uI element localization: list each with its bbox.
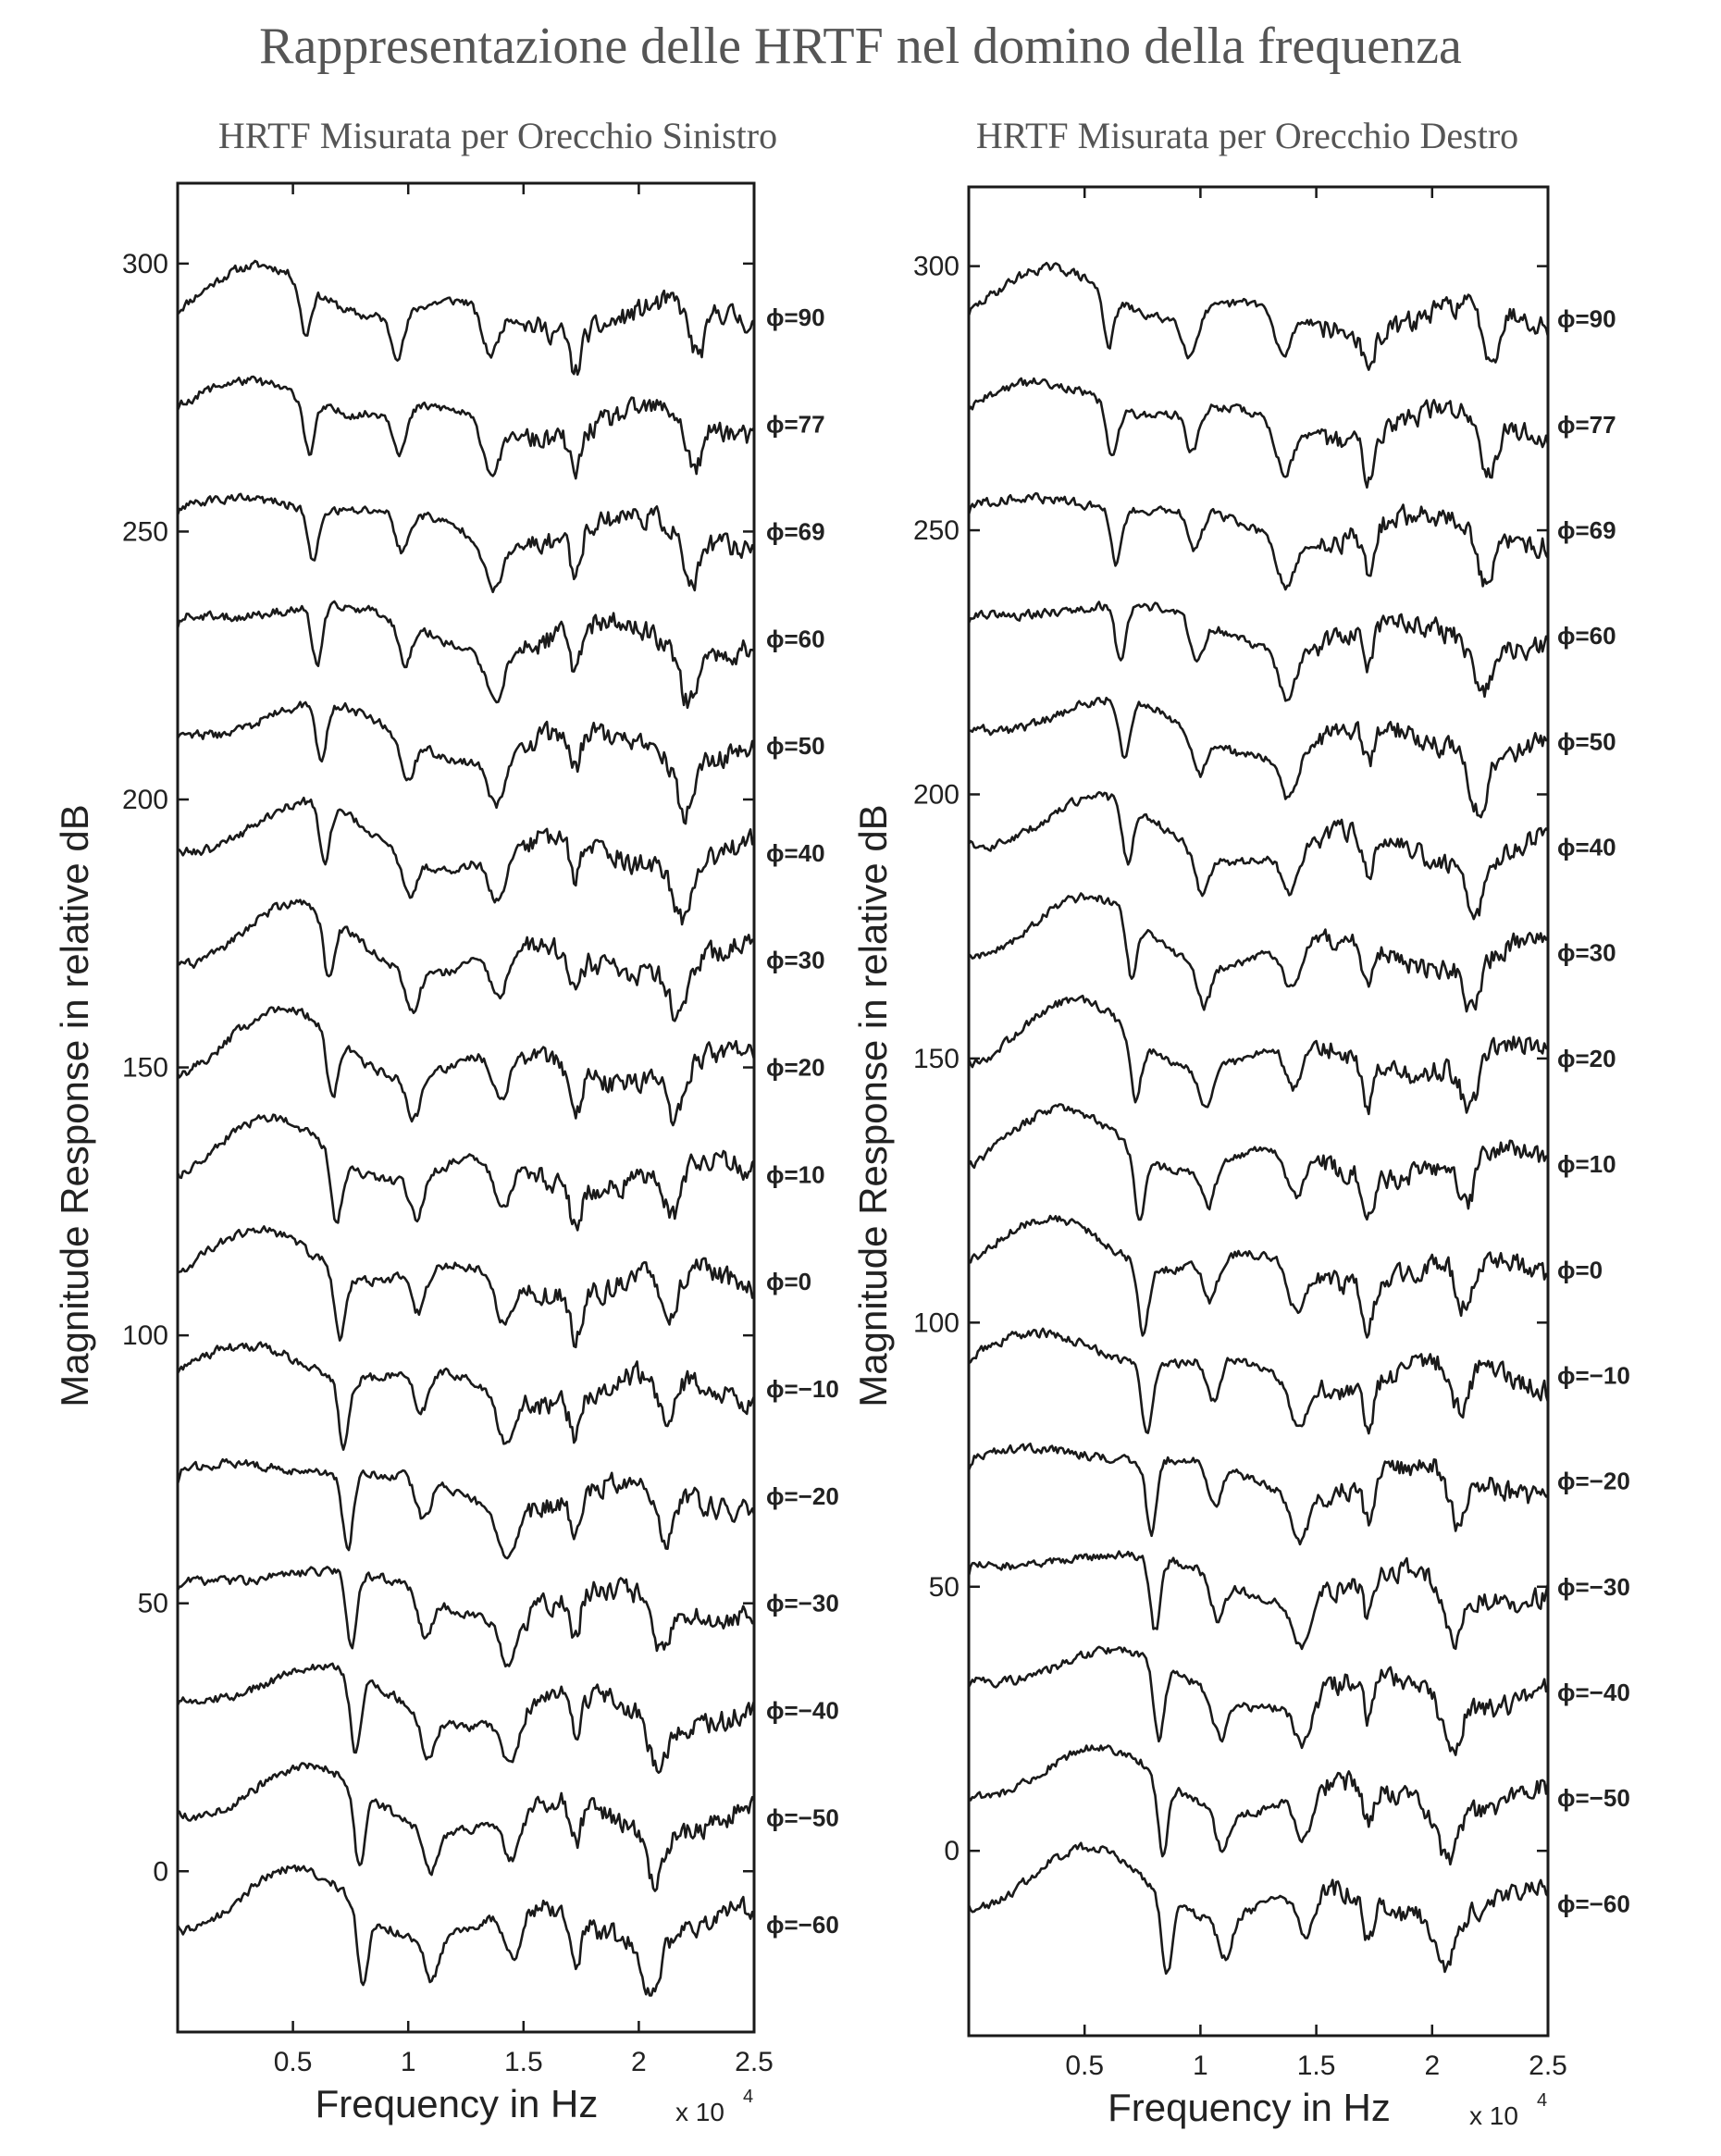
series-label: ϕ=90	[1557, 304, 1616, 333]
series-line	[178, 1459, 754, 1558]
x-tick-label: 2.5	[1529, 2051, 1567, 2081]
figure-title: Rappresentazione delle HRTF nel domino della frequenza	[259, 18, 1462, 75]
series-line	[178, 1764, 754, 1891]
y-tick-label: 300	[121, 248, 168, 279]
x-tick-label: 2	[631, 2047, 647, 2077]
series-label: ϕ=20	[766, 1053, 825, 1082]
series-label: ϕ=−30	[1557, 1572, 1630, 1601]
series-line	[969, 996, 1548, 1114]
chart-title: HRTF Misurata per Orecchio Destro	[975, 115, 1519, 156]
series-label: ϕ=50	[766, 732, 825, 761]
series-label: ϕ=−60	[766, 1911, 839, 1939]
y-tick-label: 200	[912, 779, 960, 811]
right-ear-chart	[851, 115, 1630, 2130]
x-tick-label: 1	[400, 2047, 416, 2077]
series-label: ϕ=69	[766, 517, 825, 546]
series-line	[969, 378, 1548, 488]
x-tick-label: 1	[1193, 2051, 1208, 2081]
series-line	[969, 1329, 1548, 1433]
series-label: ϕ=30	[1557, 938, 1616, 967]
x-tick-label: 2	[1424, 2051, 1441, 2081]
series-label: ϕ=20	[1557, 1044, 1616, 1072]
series-line	[969, 493, 1548, 589]
series-label: ϕ=−30	[766, 1589, 839, 1617]
series-line	[178, 1567, 754, 1666]
y-tick-label: 250	[121, 516, 168, 548]
y-axis-label: Magnitude Response in relative dB	[851, 804, 895, 1407]
series-line	[178, 798, 754, 924]
series-label: ϕ=−50	[1557, 1784, 1630, 1813]
series-label: ϕ=−10	[766, 1375, 839, 1404]
series-line	[969, 1444, 1548, 1544]
y-tick-label: 0	[944, 1836, 960, 1867]
x-multiplier-label: x 10	[1469, 2101, 1518, 2130]
chart-title: HRTF Misurata per Orecchio Sinistro	[217, 115, 778, 156]
y-tick-label: 0	[153, 1856, 168, 1888]
y-tick-label: 300	[912, 251, 960, 282]
y-axis-label: Magnitude Response in relative dB	[53, 804, 96, 1407]
x-axis-label: Frequency in Hz	[315, 2082, 599, 2125]
series-label: ϕ=40	[766, 838, 825, 867]
series-label: ϕ=−20	[1557, 1467, 1630, 1495]
series-label: ϕ=0	[1557, 1256, 1603, 1284]
series-line	[969, 1746, 1548, 1865]
y-tick-label: 100	[912, 1307, 960, 1339]
series-line	[969, 1216, 1548, 1337]
series-line	[178, 1865, 754, 1995]
y-tick-label: 150	[912, 1043, 960, 1074]
x-multiplier-label: x 10	[675, 2098, 724, 2126]
series-line	[969, 792, 1548, 919]
series-line	[178, 261, 754, 375]
series-line	[969, 1105, 1548, 1220]
y-tick-label: 50	[137, 1588, 168, 1619]
series-line	[178, 1343, 754, 1450]
x-multiplier-exponent: 4	[743, 2087, 754, 2107]
series-line	[969, 263, 1548, 369]
series-label: ϕ=50	[1557, 727, 1616, 756]
x-multiplier-exponent: 4	[1537, 2090, 1548, 2111]
series-label: ϕ=40	[1557, 833, 1616, 861]
y-tick-label: 200	[121, 785, 168, 815]
series-line	[178, 1226, 754, 1346]
y-tick-label: 250	[912, 515, 960, 547]
y-tick-label: 100	[121, 1320, 168, 1352]
series-line	[178, 900, 754, 1022]
series-line	[178, 1007, 754, 1125]
series-label: ϕ=60	[766, 625, 825, 653]
x-tick-label: 1.5	[503, 2047, 543, 2077]
series-label: ϕ=77	[766, 410, 825, 439]
x-axis-label: Frequency in Hz	[1108, 2086, 1391, 2129]
series-label: ϕ=−40	[766, 1696, 839, 1725]
y-tick-label: 50	[928, 1571, 960, 1603]
x-tick-label: 0.5	[1065, 2051, 1105, 2081]
series-label: ϕ=77	[1557, 410, 1616, 439]
series-label: ϕ=−40	[1557, 1678, 1630, 1706]
series-line	[969, 698, 1548, 817]
x-tick-label: 1.5	[1296, 2051, 1336, 2081]
series-line	[969, 1552, 1548, 1649]
series-line	[178, 702, 754, 824]
series-line	[178, 494, 754, 592]
plot-frame	[969, 187, 1548, 2036]
series-line	[969, 1843, 1548, 1974]
series-label: ϕ=90	[766, 303, 825, 331]
series-label: ϕ=−60	[1557, 1890, 1630, 1918]
series-label: ϕ=−10	[1557, 1361, 1630, 1390]
x-tick-label: 2.5	[735, 2047, 774, 2077]
series-label: ϕ=−50	[766, 1803, 839, 1832]
y-tick-label: 150	[121, 1052, 168, 1084]
series-label: ϕ=−20	[766, 1481, 839, 1510]
series-label: ϕ=60	[1557, 622, 1616, 651]
series-label: ϕ=10	[766, 1160, 825, 1189]
series-label: ϕ=69	[1557, 516, 1616, 545]
series-line	[178, 377, 754, 478]
x-tick-label: 0.5	[273, 2047, 313, 2077]
series-line	[178, 1115, 754, 1231]
series-line	[178, 601, 754, 708]
series-label: ϕ=10	[1557, 1150, 1616, 1179]
left-ear-chart	[53, 115, 839, 2126]
series-line	[969, 602, 1548, 701]
series-label: ϕ=30	[766, 946, 825, 974]
series-line	[969, 894, 1548, 1012]
series-label: ϕ=0	[766, 1268, 812, 1296]
series-line	[178, 1664, 754, 1773]
series-line	[969, 1647, 1548, 1755]
